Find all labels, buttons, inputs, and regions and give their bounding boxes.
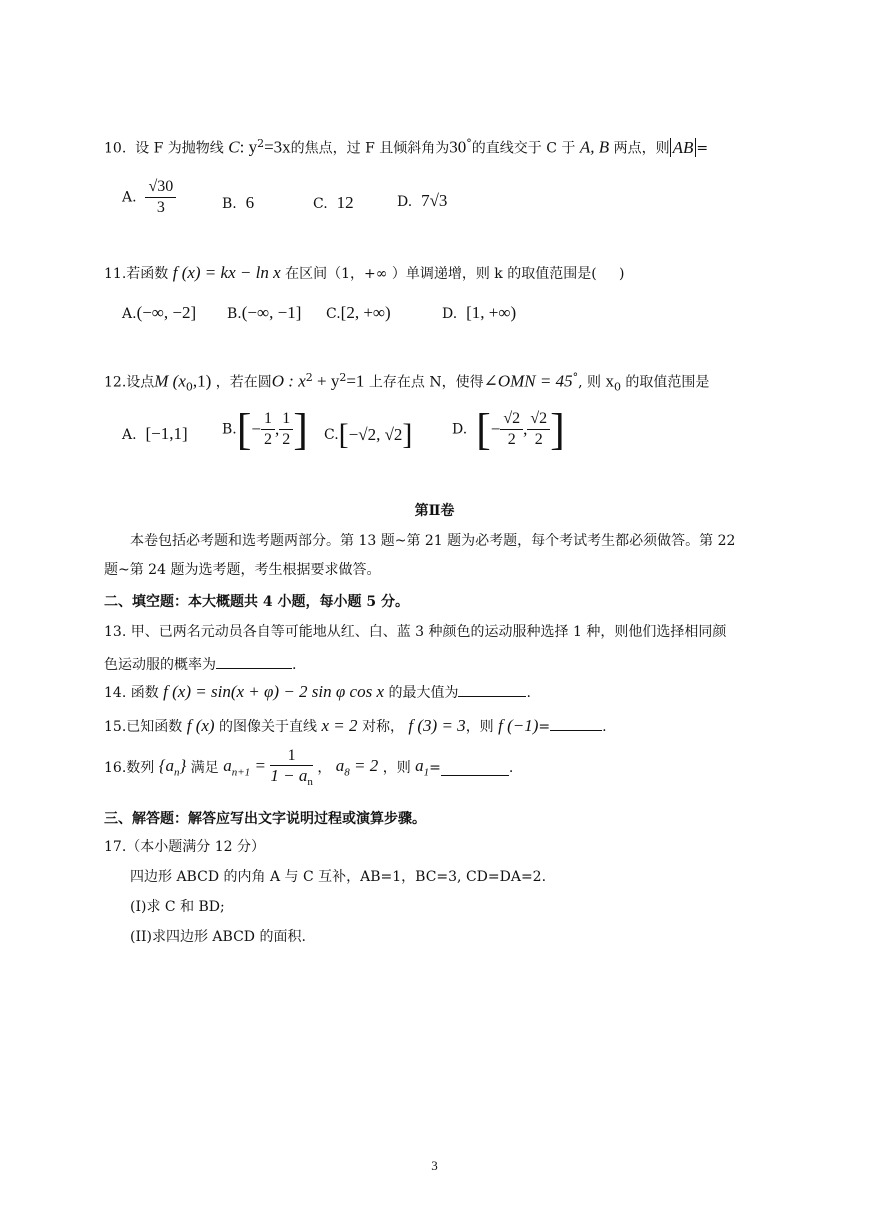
section-3-heading: 三、解答题：解答应写出文字说明过程或演算步骤。 — [104, 811, 426, 827]
q10-option-d: D. 7√3 — [397, 191, 448, 210]
q10-number: 10. — [104, 140, 127, 157]
question-11: 11.若函数 f (x) = kx − ln x 在区间（1，+∞ ）单调递增，则 k 的取值范围是( ) — [104, 263, 625, 282]
q10-option-c: C. 12 — [313, 193, 354, 212]
page-number: 3 — [431, 1158, 438, 1173]
q11-option-c: C.[2, +∞) — [326, 303, 391, 322]
q15-answer-blank — [550, 716, 602, 731]
q11-option-a: A.(−∞, −2] — [122, 303, 197, 322]
part-2-intro-line-1: 本卷包括必考题和选考题两部分。第 13 题~第 21 题为必考题，每个考试考生都必须做答。第 22 — [130, 533, 736, 549]
question-15: 15.已知函数 f (x) 的图像关于直线 x = 2 对称， f (3) = 3，则 f (−1)= . — [104, 716, 607, 735]
q12-b-frac-1: $\frac{1}{2}$ — [261, 410, 275, 449]
part-2-intro-line-2: 题~第 24 题为选考题，考生根据要求做答。 — [104, 562, 381, 578]
question-13-line-1: 13. 甲、已两名元动员各自等可能地从红、白、蓝 3 种颜色的运动服种选择 1 种，则他们选择相同颜 — [104, 624, 727, 640]
q11-option-b: B.(−∞, −1] — [227, 303, 302, 322]
q12-number: 12. — [104, 374, 127, 391]
question-12: 12.设点M $(x_0,1)$ ，若在圆O : $x^2 + y^2=1$ 上存在点 N，使得∠OMN = 45°, 则 $x_0$ 的取值范围是 — [104, 371, 710, 394]
q12-option-d: D. [− $\frac{√2}{2}$ , $\frac{√2}{2}$ ] — [452, 405, 565, 454]
q10-option-b: B. 6 — [222, 193, 255, 212]
q12-option-c: C.[−√2, √2] — [324, 418, 413, 451]
ab-abs: AB — [670, 138, 697, 157]
q12-b-frac-2: $\frac{1}{2}$ — [279, 410, 293, 449]
question-17-part-2: (II)求四边形 ABCD 的面积. — [130, 929, 306, 945]
question-10: 10. 设 F 为抛物线 C: $y^2=3x$的焦点，过 F 且倾斜角为30°的直线交于 C 于 A, B 两点，则 AB = — [104, 137, 709, 157]
question-16: 16.数列 $\{a_n\}$ 满足 $a_{n+1}$ = $\frac{1}{1 - a_n}$ ， $a_8 = 2$ ，则 $a_1=$ . — [104, 747, 514, 789]
q11-number: 11. — [104, 266, 127, 282]
q10-option-a-fraction: $\frac{√30}{3}$ — [145, 178, 176, 217]
q12-d-frac-2: $\frac{√2}{2}$ — [527, 410, 550, 449]
q16-fraction: $\frac{1}{1 - a_n}$ — [270, 747, 313, 789]
q16-answer-blank — [441, 761, 509, 776]
part-2-title: 第Ⅱ卷 — [414, 503, 455, 519]
q11-option-d: D. [1, +∞) — [442, 303, 517, 322]
question-17-stem: 四边形 ABCD 的内角 A 与 C 互补，AB=1，BC=3, CD=DA=2. — [130, 869, 547, 885]
section-2-heading: 二、填空题：本大概题共 4 小题，每小题 5 分。 — [104, 594, 409, 610]
q14-answer-blank — [458, 682, 526, 697]
question-13-line-2: 色运动服的概率为 . — [104, 654, 296, 672]
q13-answer-blank — [216, 654, 292, 669]
question-17-part-1: (I)求 C 和 BD; — [130, 899, 225, 915]
q12-option-a: A. [−1,1] — [122, 424, 188, 443]
q12-d-frac-1: $\frac{√2}{2}$ — [500, 410, 523, 449]
q10-option-a: A. $\frac{√30}{3}$ — [122, 178, 176, 217]
q12-option-b: B.[− $\frac{1}{2}$ , $\frac{1}{2}$ ] — [222, 405, 308, 454]
question-17-title: 17.（本小题满分 12 分） — [104, 839, 265, 855]
question-14: 14. 函数 f (x) = sin(x + φ) − 2 sin φ cos x 的最大值为 . — [104, 682, 531, 701]
